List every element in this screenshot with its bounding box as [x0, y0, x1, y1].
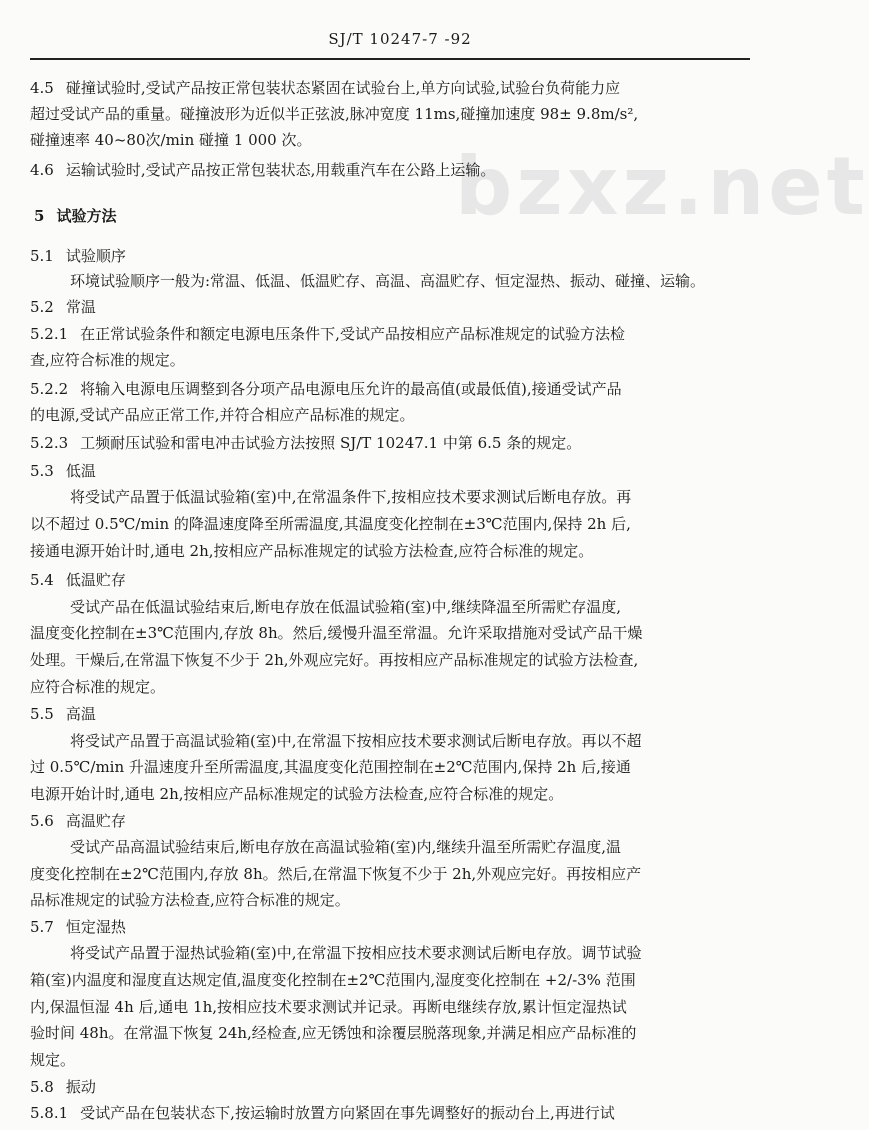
text-line: 查,应符合标准的规定。 [30, 351, 185, 369]
subsection-heading: 5.8 振动 [30, 1078, 96, 1096]
text-line: 将受试产品置于高温试验箱(室)中,在常温下按相应技术要求测试后断电存放。再以不超 [70, 732, 642, 750]
text-line: 温度变化控制在±3℃范围内,存放 8h。然后,缓慢升温至常温。允许采取措施对受试产品干燥 [30, 624, 643, 642]
text-line: 内,保温恒湿 4h 后,通电 1h,按相应技术要求测试并记录。再断电继续存放,累计恒定湿热试 [30, 998, 627, 1016]
text-line: 环境试验顺序一般为:常温、低温、低温贮存、高温、高温贮存、恒定湿热、振动、碰撞、运输。 [70, 272, 706, 290]
subsection-heading: 5.6 高温贮存 [30, 812, 126, 830]
text-line: 受试产品高温试验结束后,断电存放在高温试验箱(室)内,继续升温至所需贮存温度,温 [70, 838, 622, 856]
text-line: 4.6 运输试验时,受试产品按正常包装状态,用载重汽车在公路上运输。 [30, 161, 496, 179]
text-line: 过 0.5℃/min 升温速度升至所需温度,其温度变化范围控制在±2℃范围内,保持 2h 后,接通 [30, 758, 631, 776]
text-line: 电源开始计时,通电 2h,按相应产品标准规定的试验方法检查,应符合标准的规定。 [30, 785, 564, 803]
standard-code: SJ/T 10247-7 -92 [328, 30, 472, 48]
text-line: 5.2.1 在正常试验条件和额定电源电压条件下,受试产品按相应产品标准规定的试验方法检 [30, 325, 625, 343]
subsection-heading: 5.5 高温 [30, 705, 96, 723]
subsection-heading: 5.3 低温 [30, 462, 96, 480]
text-line: 以不超过 0.5℃/min 的降温速度降至所需温度,其温度变化控制在±3℃范围内,保持 2h 后, [30, 515, 631, 533]
text-line: 碰撞速率 40~80次/min 碰撞 1 000 次。 [30, 131, 312, 149]
text-line: 的电源,受试产品应正常工作,并符合相应产品标准的规定。 [30, 406, 415, 424]
text-line: 验时间 48h。在常温下恢复 24h,经检查,应无锈蚀和涂覆层脱落现象,并满足相应产品标准的 [30, 1024, 637, 1042]
subsection-heading: 5.2 常温 [30, 298, 96, 316]
text-line: 应符合标准的规定。 [30, 678, 166, 696]
subsection-heading: 5.1 试验顺序 [30, 247, 126, 265]
text-line: 5.2.3 工频耐压试验和雷电冲击试验方法按照 SJ/T 10247.1 中第 6.5 条的规定。 [30, 434, 582, 452]
text-line: 5.2.2 将输入电源电压调整到各分项产品电源电压允许的最高值(或最低值),接通受试产品 [30, 380, 622, 398]
text-line: 受试产品在低温试验结束后,断电存放在低温试验箱(室)中,继续降温至所需贮存温度, [70, 598, 622, 616]
text-line: 品标准规定的试验方法检查,应符合标准的规定。 [30, 891, 350, 909]
text-line: 度变化控制在±2℃范围内,存放 8h。然后,在常温下恢复不少于 2h,外观应完好。再按相应产 [30, 865, 642, 883]
subsection-heading: 5.4 低温贮存 [30, 571, 126, 589]
text-line: 规定。 [30, 1051, 76, 1069]
subsection-heading: 5.7 恒定湿热 [30, 918, 126, 936]
text-line: 将受试产品置于湿热试验箱(室)中,在常温下按相应技术要求测试后断电存放。调节试验 [70, 944, 642, 962]
text-line: 超过受试产品的重量。碰撞波形为近似半正弦波,脉冲宽度 11ms,碰撞加速度 98± 9.8m/s², [30, 105, 639, 123]
section-heading: 5 试验方法 [34, 207, 117, 225]
text-line: 箱(室)内温度和湿度直达规定值,温度变化控制在±2℃范围内,湿度变化控制在 +2/-3% 范围 [30, 971, 636, 989]
text-line: 将受试产品置于低温试验箱(室)中,在常温条件下,按相应技术要求测试后断电存放。再 [70, 488, 632, 506]
text-line: 4.5 碰撞试验时,受试产品按正常包装状态紧固在试验台上,单方向试验,试验台负荷能力应 [30, 79, 621, 97]
watermark: bzxz.net [455, 140, 869, 233]
text-line: 接通电源开始计时,通电 2h,按相应产品标准规定的试验方法检查,应符合标准的规定。 [30, 542, 594, 560]
text-line: 5.8.1 受试产品在包装状态下,按运输时放置方向紧固在事先调整好的振动台上,再进行试 [30, 1104, 615, 1122]
text-line: 处理。干燥后,在常温下恢复不少于 2h,外观应完好。再按相应产品标准规定的试验方法检查, [30, 651, 639, 669]
